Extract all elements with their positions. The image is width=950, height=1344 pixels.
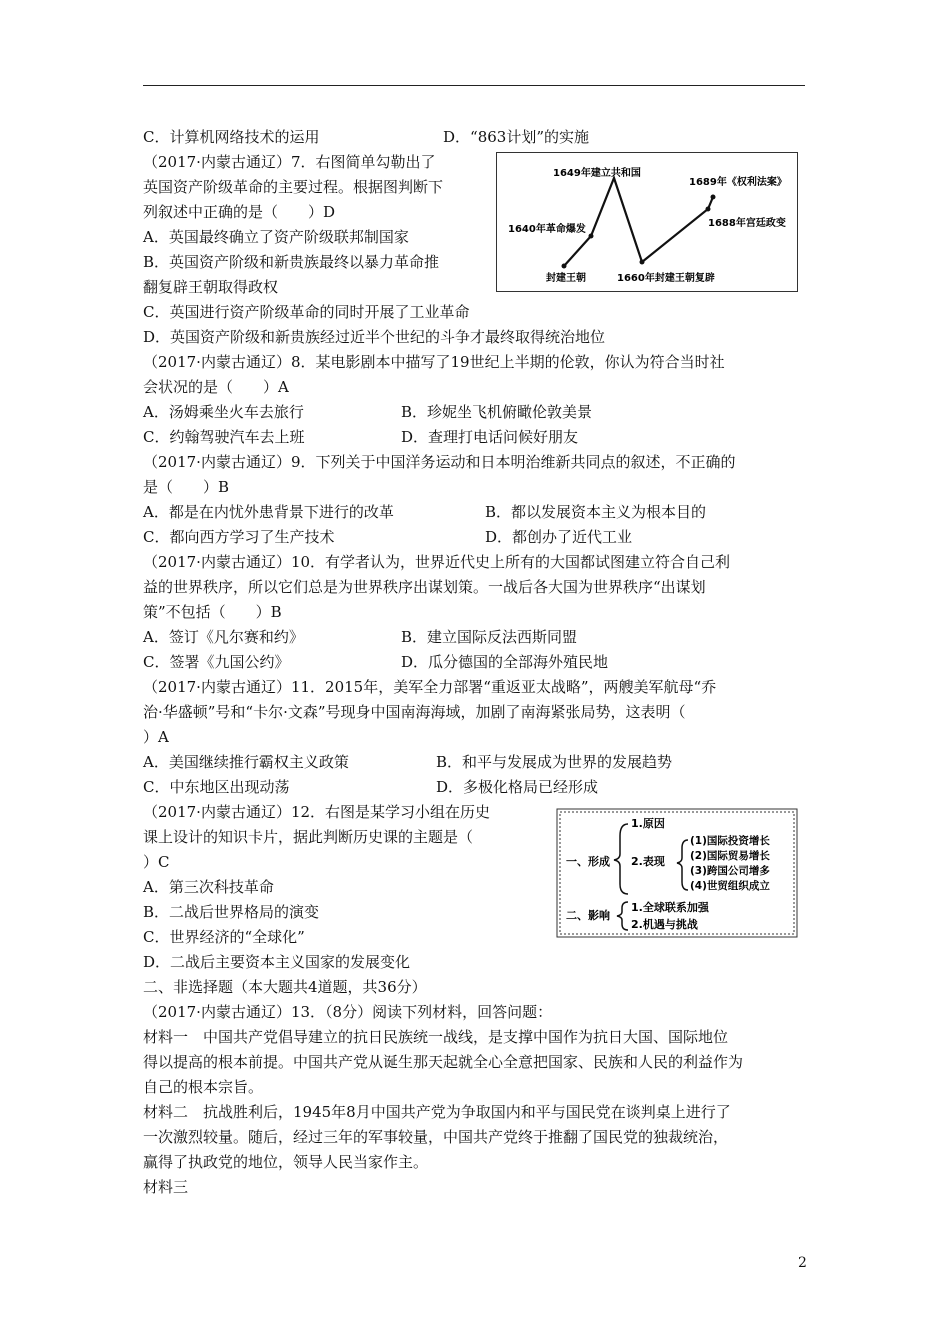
- q7-label-1688: 1688年宫廷政变: [708, 218, 786, 229]
- q12-knowledge-card: [556, 808, 798, 938]
- q12-stem-line3: ）C: [143, 853, 170, 871]
- q7-stem-line2: 英国资产阶级革命的主要过程。根据图判断下: [143, 178, 444, 196]
- q7-option-c: C．英国进行资产阶级革命的同时开展了工业革命: [143, 303, 470, 321]
- q12-card-svg: [556, 808, 798, 938]
- q7-point-1640: [589, 234, 594, 239]
- q7-option-b-line2: 翻复辟王朝取得政权: [143, 278, 279, 296]
- q7-option-a: A．英国最终确立了资产阶级联邦制国家: [143, 228, 409, 246]
- q12-card-effect1: 1.全球联系加强: [631, 901, 709, 914]
- q6-option-c: C．计算机网络技术的运用: [143, 128, 320, 146]
- q9-option-d: D．都创办了近代工业: [485, 528, 633, 546]
- q13-material3-label: 材料三: [143, 1178, 189, 1196]
- q12-stem-line2: 课上设计的知识卡片，据此判断历史课的主题是（: [143, 828, 474, 846]
- q7-revolution-timeline-figure: [496, 152, 798, 292]
- q12-card-show: 2.表现: [631, 855, 665, 868]
- q13-material1-line2: 得以提高的根本前提。中国共产党从诞生那天起就全心全意把国家、民族和人民的利益作为: [143, 1053, 744, 1071]
- header-rule: [143, 85, 805, 86]
- q13-stem: （2017·内蒙古通辽）13．（8分）阅读下列材料，回答问题：: [143, 1003, 553, 1021]
- q12-option-a: A．第三次科技革命: [143, 878, 274, 896]
- q12-card-section1: 一、形成: [566, 855, 610, 868]
- q7-stem-line3: 列叙述中正确的是（ ）D: [143, 203, 336, 221]
- q12-card-point1: (1)国际投资增长: [690, 835, 770, 847]
- q12-card-point2: (2)国际贸易增长: [690, 850, 770, 862]
- part2-heading: 二、非选择题（本大题共4道题，共36分）: [143, 978, 427, 996]
- q8-option-d: D．查理打电话问候好朋友: [401, 428, 579, 446]
- q8-stem-line1: （2017·内蒙古通辽）8．某电影剧本中描写了19世纪上半期的伦敦，你认为符合当时社: [143, 353, 725, 371]
- q13-material2-line1: 材料二 抗战胜利后，1945年8月中国共产党为争取国内和平与国民党在谈判桌上进行了: [143, 1103, 731, 1121]
- q10-stem-line2: 益的世界秩序，所以它们总是为世界秩序出谋划策。一战后各大国为世界秩序“出谋划: [143, 578, 706, 596]
- q13-material2-line3: 赢得了执政党的地位，领导人民当家作主。: [143, 1153, 429, 1171]
- q7-option-d: D．英国资产阶级和新贵族经过近半个世纪的斗争才最终取得统治地位: [143, 328, 606, 346]
- q7-point-1688: [706, 207, 711, 212]
- q11-stem-line2: 治·华盛顿”号和“卡尔·文森”号现身中国南海海域，加剧了南海紧张局势，这表明（: [143, 703, 686, 721]
- q7-point-1660: [640, 260, 645, 265]
- q7-label-1689: 1689年《权利法案》: [689, 177, 787, 188]
- q10-option-b: B．建立国际反法西斯同盟: [401, 628, 578, 646]
- q12-option-d: D．二战后主要资本主义国家的发展变化: [143, 953, 411, 971]
- q7-label-1649: 1649年建立共和国: [553, 168, 641, 179]
- q11-stem-line1: （2017·内蒙古通辽）11．2015年，美军全力部署“重返亚太战略”，两艘美军航母“乔: [143, 678, 717, 696]
- q10-option-d: D．瓜分德国的全部海外殖民地: [401, 653, 609, 671]
- q11-option-c: C．中东地区出现动荡: [143, 778, 290, 796]
- q10-option-c: C．签署《九国公约》: [143, 653, 290, 671]
- q12-stem-line1: （2017·内蒙古通辽）12．右图是某学习小组在历史: [143, 803, 491, 821]
- q7-point-feudal: [562, 264, 567, 269]
- q13-material1-line3: 自己的根本宗旨。: [143, 1078, 264, 1096]
- q12-card-section2: 二、影响: [566, 909, 610, 922]
- q11-option-b: B．和平与发展成为世界的发展趋势: [436, 753, 673, 771]
- q12-card-point4: (4)世贸组织成立: [690, 880, 770, 892]
- q6-option-d: D．“863计划”的实施: [443, 128, 589, 146]
- q9-option-b: B．都以发展资本主义为根本目的: [485, 503, 707, 521]
- q7-point-1689: [711, 195, 716, 200]
- q8-option-c: C．约翰驾驶汽车去上班: [143, 428, 305, 446]
- q12-card-effect2: 2.机遇与挑战: [631, 918, 698, 931]
- q10-option-a: A．签订《凡尔赛和约》: [143, 628, 304, 646]
- q8-option-b: B．珍妮坐飞机俯瞰伦敦美景: [401, 403, 593, 421]
- q9-option-a: A．都是在内忧外患背景下进行的改革: [143, 503, 394, 521]
- q12-card-cause: 1.原因: [631, 817, 665, 830]
- q10-stem-line3: 策”不包括（ ）B: [143, 603, 282, 621]
- q7-label-feudal: 封建王朝: [546, 273, 586, 284]
- q7-stem-line1: （2017·内蒙古通辽）7．右图简单勾勒出了: [143, 153, 436, 171]
- q7-timeline-svg: [496, 152, 798, 292]
- q9-option-c: C．都向西方学习了生产技术: [143, 528, 335, 546]
- q13-material2-line2: 一次激烈较量。随后，经过三年的军事较量，中国共产党终于推翻了国民党的独裁统治，: [143, 1128, 729, 1146]
- q9-stem-line1: （2017·内蒙古通辽）9．下列关于中国洋务运动和日本明治维新共同点的叙述，不正确的: [143, 453, 736, 471]
- q9-stem-line2: 是（ ）B: [143, 478, 230, 496]
- q7-option-b-line1: B．英国资产阶级和新贵族最终以暴力革命推: [143, 253, 440, 271]
- q8-option-a: A．汤姆乘坐火车去旅行: [143, 403, 304, 421]
- q10-stem-line1: （2017·内蒙古通辽）10．有学者认为，世界近代史上所有的大国都试图建立符合自己利: [143, 553, 731, 571]
- page-number: 2: [798, 1255, 807, 1271]
- q11-stem-line3: ）A: [143, 728, 169, 746]
- q13-material1-line1: 材料一 中国共产党倡导建立的抗日民族统一战线，是支撑中国作为抗日大国、国际地位: [143, 1028, 729, 1046]
- q12-option-c: C．世界经济的“全球化”: [143, 928, 305, 946]
- q8-stem-line2: 会状况的是（ ）A: [143, 378, 289, 396]
- q12-card-point3: (3)跨国公司增多: [690, 865, 770, 877]
- q7-label-1660: 1660年封建王朝复辟: [617, 273, 715, 284]
- q12-option-b: B．二战后世界格局的演变: [143, 903, 320, 921]
- q11-option-d: D．多极化格局已经形成: [436, 778, 599, 796]
- q7-label-1640: 1640年革命爆发: [508, 224, 586, 235]
- q11-option-a: A．美国继续推行霸权主义政策: [143, 753, 349, 771]
